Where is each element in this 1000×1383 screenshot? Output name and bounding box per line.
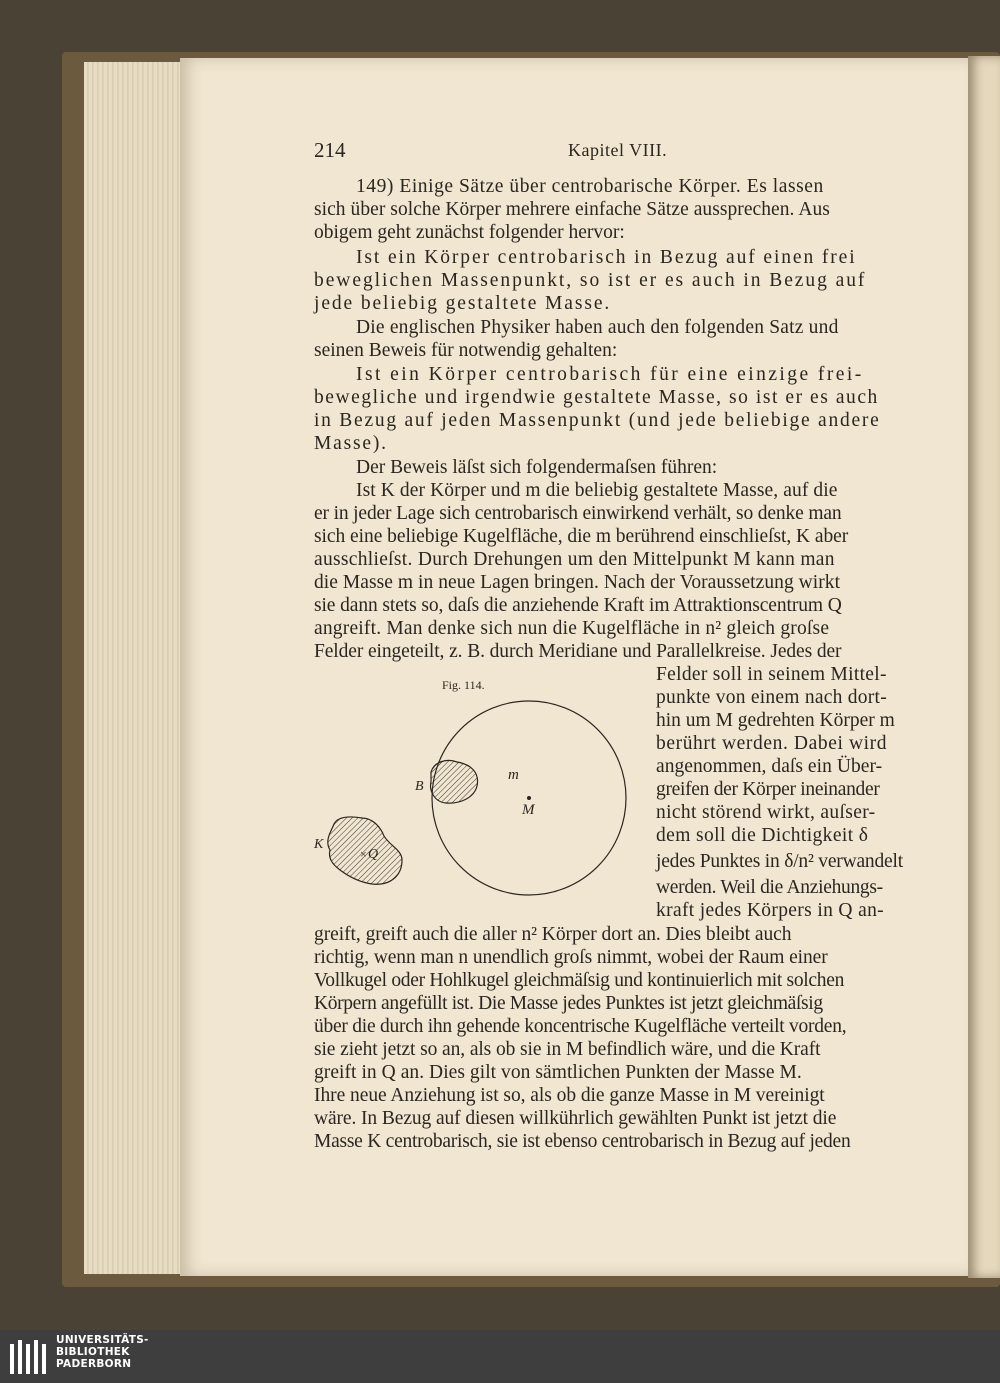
text-line: sie zieht jetzt so an, als ob sie in M befindlich wäre, und die Kraft [314, 1039, 821, 1060]
library-name [56, 1334, 149, 1370]
label-q: Q [368, 847, 379, 862]
text-line: die Masse m in neue Lagen bringen. Nach der Voraussetzung wirkt [314, 572, 841, 593]
library-name-line2: BIBLIOTHEK [56, 1346, 130, 1358]
text-line: obigem geht zunächst folgender hervor: [314, 222, 625, 243]
text-line: angreift. Man denke sich nun die Kugelfläche in n² gleich groſse [314, 618, 830, 639]
label-m-small: m [508, 767, 519, 783]
figure-114 [310, 690, 650, 910]
text-line: in Bezug auf jeden Massenpunkt (und jede beliebige andere [314, 410, 881, 431]
text-line: sich eine beliebige Kugelfläche, die m berührend einschlieſst, K aber [314, 526, 849, 547]
text-line: greift in Q an. Dies gilt von sämtlichen Punkten der Masse M. [314, 1062, 802, 1083]
running-head: Kapitel VIII. [568, 140, 668, 160]
text-line: angenommen, daſs ein Über- [656, 756, 883, 777]
text-line: Ist K der Körper und m die beliebig gestaltete Masse, auf die [356, 480, 838, 501]
text-line: ausschlieſst. Durch Drehungen um den Mittelpunkt M kann man [314, 549, 835, 570]
library-logo-icon [8, 1338, 52, 1378]
text-block-top [314, 176, 919, 666]
label-m-center: M [522, 802, 535, 818]
text-line: Ihre neue Anziehung ist so, als ob die ganze Masse in M vereinigt [314, 1085, 825, 1106]
text-line: richtig, wenn man n unendlich groſs nimmt, wobei der Raum einer [314, 947, 828, 968]
text-line: Felder soll in seinem Mittel- [656, 664, 887, 685]
text-block-bottom [314, 924, 919, 1156]
library-name-line3: PADERBORN [56, 1358, 132, 1370]
library-name-line1: UNIVERSITÄTS- [56, 1334, 149, 1346]
library-footer [0, 1330, 1000, 1383]
text-line: er in jeder Lage sich centrobarisch einwirkend verhält, so denke man [314, 503, 842, 524]
text-line: seinen Beweis für notwendig gehalten: [314, 340, 618, 361]
text-line: dem soll die Dichtigkeit δ [656, 825, 869, 846]
text-line: Ist ein Körper centrobarisch für eine einzige frei- [356, 364, 864, 385]
text-line: bewegliche und irgendwie gestaltete Masse, so ist er es auch [314, 387, 879, 408]
body-m-shape [431, 760, 478, 803]
text-line: nicht störend wirkt, auſser- [656, 802, 876, 823]
center-point-m [527, 796, 531, 800]
text-line: Körpern angefüllt ist. Die Masse jedes Punktes ist jetzt gleichmäſsig [314, 993, 823, 1014]
text-line: Vollkugel oder Hohlkugel gleichmäſsig und kontinuierlich mit solchen [314, 970, 845, 991]
text-line: jedes Punktes in δ/n² verwandelt [656, 851, 903, 872]
text-line: hin um M gedrehten Körper m [656, 710, 895, 731]
text-line: beweglichen Massenpunkt, so ist er es auch in Bezug auf [314, 270, 867, 291]
page-edges [84, 62, 182, 1274]
text-line: wäre. In Bezug auf diesen willkührlich gewählten Punkt ist jetzt die [314, 1108, 837, 1129]
text-line: greift, greift auch die aller n² Körper dort an. Dies bleibt auch [314, 924, 792, 945]
text-line: kraft jedes Körpers in Q an- [656, 900, 885, 921]
text-line: Die englischen Physiker haben auch den folgenden Satz und [356, 317, 839, 338]
text-line: Felder eingeteilt, z. B. durch Meridiane und Parallelkreise. Jedes der [314, 641, 842, 662]
facing-page-edge [968, 56, 1000, 1278]
cross-mark: × [360, 847, 367, 861]
page-number: 214 [314, 138, 346, 162]
text-line: werden. Weil die Anziehungs- [656, 877, 883, 898]
text-line: sie dann stets so, daſs die anziehende Kraft im Attraktionscentrum Q [314, 595, 842, 616]
label-b: B [415, 779, 424, 794]
text-line: sich über solche Körper mehrere einfache Sätze aussprechen. Aus [314, 199, 830, 220]
text-line: jede beliebig gestaltete Masse. [314, 293, 612, 314]
text-line: Masse). [314, 433, 388, 454]
label-k: K [314, 837, 324, 852]
text-line: 149) Einige Sätze über centrobarische Körper. Es lassen [356, 176, 824, 197]
text-block-side [656, 664, 920, 922]
text-line: Ist ein Körper centrobarisch in Bezug auf einen frei [356, 247, 857, 268]
text-line: punkte von einem nach dort- [656, 687, 887, 708]
text-line: Masse K centrobarisch, sie ist ebenso centrobarisch in Bezug auf jeden [314, 1131, 851, 1152]
text-line: greifen der Körper ineinander [656, 779, 880, 800]
text-line: über die durch ihn gehende koncentrische Kugelfläche verteilt vorden, [314, 1016, 847, 1037]
text-line: Der Beweis läſst sich folgendermaſsen führen: [356, 457, 718, 478]
figure-caption: Fig. 114. [442, 678, 485, 692]
text-line: berührt werden. Dabei wird [656, 733, 888, 754]
